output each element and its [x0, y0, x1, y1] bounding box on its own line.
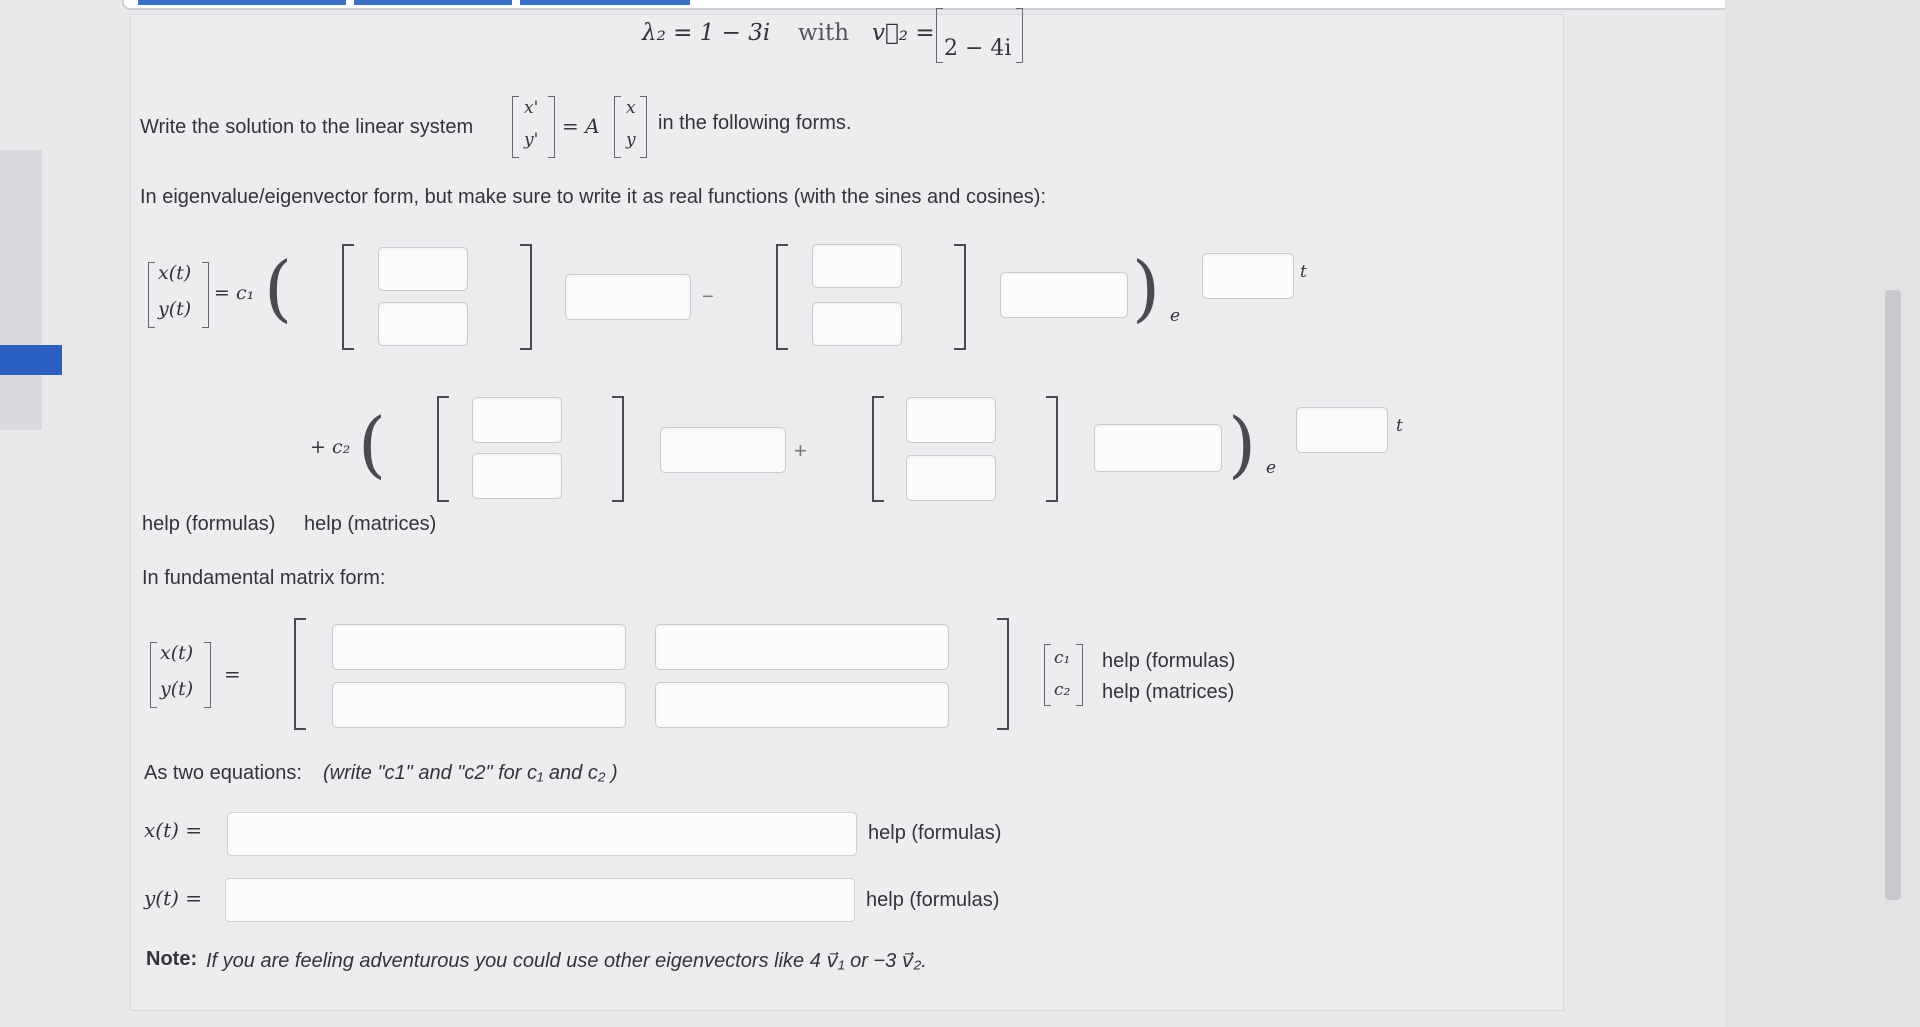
with-text: with: [798, 20, 850, 46]
row1-t-symbol: t: [1300, 262, 1307, 282]
y-equation-input[interactable]: [225, 878, 855, 922]
fund-equals: =: [224, 662, 241, 686]
rhs-vector-top: x: [626, 98, 636, 118]
x-equation-input[interactable]: [227, 812, 857, 856]
note-label: Note:: [146, 948, 198, 970]
left-side-strip: [0, 150, 42, 430]
top-tab-3[interactable]: [520, 0, 690, 5]
c-vector-bracket-left: [1044, 644, 1051, 706]
row1-vec1-bracket-right: [520, 244, 532, 350]
fund-lhs-top: x(t): [160, 642, 194, 664]
lhs-vector-bottom: y': [524, 130, 539, 150]
lhs-vector-bracket-left: [512, 96, 519, 158]
row1-vec2-bracket-right: [954, 244, 966, 350]
lhs-vector-bracket-right: [548, 96, 555, 158]
eigen-lhs-bracket-right: [202, 262, 209, 328]
row1-e-symbol: e: [1170, 306, 1181, 326]
eigenvector-bracket-left: [936, 8, 943, 63]
row1-vec2-bottom-input[interactable]: [812, 302, 902, 346]
row1-exponent-input[interactable]: [1202, 253, 1294, 299]
row2-vec2-bracket-right: [1046, 396, 1058, 502]
fund-lhs-bracket-left: [150, 642, 157, 708]
row1-vec2-bracket-left: [776, 244, 788, 350]
fund-lhs-bracket-right: [204, 642, 211, 708]
eigenvalue-text: λ₂ = 1 − 3i: [642, 20, 771, 46]
fund-help-matrices-link[interactable]: help (matrices): [1102, 681, 1235, 703]
x-help-formulas-link[interactable]: help (formulas): [868, 822, 1002, 844]
fund-matrix-21-input[interactable]: [332, 682, 626, 728]
row1-vec2-top-input[interactable]: [812, 244, 902, 288]
row1-open-paren: (: [264, 246, 293, 330]
y-help-formulas-link[interactable]: help (formulas): [866, 889, 1000, 911]
rhs-vector-bottom: y: [626, 130, 636, 150]
row1-vec1-bracket-left: [342, 244, 354, 350]
eigen-lhs-bottom: y(t): [158, 298, 192, 320]
top-tab-1[interactable]: [138, 0, 346, 5]
eigen-form-instruction: In eigenvalue/eigenvector form, but make sure to write it as real functions (with the sines and cosines):: [140, 186, 1047, 208]
fund-matrix-bracket-right: [997, 618, 1009, 730]
row2-scalar2-input[interactable]: [1094, 424, 1222, 472]
row2-vec2-bottom-input[interactable]: [906, 455, 996, 501]
c1-label: = c₁: [214, 282, 255, 304]
row2-vec1-bracket-left: [437, 396, 449, 502]
c2-label: + c₂: [310, 436, 351, 458]
help-formulas-link[interactable]: help (formulas): [142, 513, 276, 535]
row2-vec1-bracket-right: [612, 396, 624, 502]
row2-vec2-top-input[interactable]: [906, 397, 996, 443]
eigenvector-entry: 2 − 4i: [944, 36, 1012, 61]
eigenvector-label: v⃗₂ =: [872, 20, 935, 46]
fund-matrix-11-input[interactable]: [332, 624, 626, 670]
c-vector-bottom: c₂: [1054, 680, 1071, 700]
row2-e-symbol: e: [1266, 458, 1277, 478]
lhs-vector-top: x': [524, 98, 539, 118]
rhs-vector-bracket-right: [640, 96, 647, 158]
row2-vec2-bracket-left: [872, 396, 884, 502]
scrollbar-thumb[interactable]: [1885, 290, 1901, 900]
fund-lhs-bottom: y(t): [160, 678, 194, 700]
eigenvector-bracket-right: [1016, 8, 1023, 63]
fund-matrix-bracket-left: [294, 618, 306, 730]
fundamental-label: In fundamental matrix form:: [142, 567, 386, 589]
row2-open-paren: (: [358, 402, 387, 486]
equals-A: = A: [562, 114, 600, 138]
help-matrices-link[interactable]: help (matrices): [304, 513, 437, 535]
row2-vec1-top-input[interactable]: [472, 397, 562, 443]
fund-matrix-12-input[interactable]: [655, 624, 949, 670]
c-vector-bracket-right: [1076, 644, 1083, 706]
row1-close-paren: ): [1132, 246, 1161, 330]
side-tab[interactable]: [0, 345, 62, 375]
two-equations-hint: (write "c1" and "c2" for c₁ and c₂ ): [323, 762, 618, 784]
two-equations-label: As two equations:: [144, 762, 302, 784]
row2-close-paren: ): [1228, 402, 1257, 486]
row1-vec1-top-input[interactable]: [378, 247, 468, 291]
row1-scalar1-input[interactable]: [565, 274, 691, 320]
row1-vec1-bottom-input[interactable]: [378, 302, 468, 346]
row2-vec1-bottom-input[interactable]: [472, 453, 562, 499]
intro-prefix: Write the solution to the linear system: [140, 116, 474, 138]
row2-operator: +: [794, 438, 807, 463]
row2-exponent-input[interactable]: [1296, 407, 1388, 453]
intro-suffix: in the following forms.: [658, 112, 852, 134]
row1-scalar2-input[interactable]: [1000, 272, 1128, 318]
top-tab-2[interactable]: [354, 0, 512, 5]
row2-t-symbol: t: [1396, 416, 1403, 436]
eigen-lhs-bracket-left: [148, 262, 155, 328]
c-vector-top: c₁: [1054, 648, 1071, 668]
row1-operator: −: [702, 286, 714, 308]
rhs-vector-bracket-left: [614, 96, 621, 158]
row2-scalar1-input[interactable]: [660, 427, 786, 473]
x-eq-label: x(t) =: [144, 818, 203, 842]
note-text: If you are feeling adventurous you could use other eigenvectors like 4 v⃗₁ or −3 v⃗₂.: [206, 950, 927, 972]
fund-help-formulas-link[interactable]: help (formulas): [1102, 650, 1236, 672]
eigen-lhs-top: x(t): [158, 262, 192, 284]
y-eq-label: y(t) =: [144, 886, 203, 910]
fund-matrix-22-input[interactable]: [655, 682, 949, 728]
